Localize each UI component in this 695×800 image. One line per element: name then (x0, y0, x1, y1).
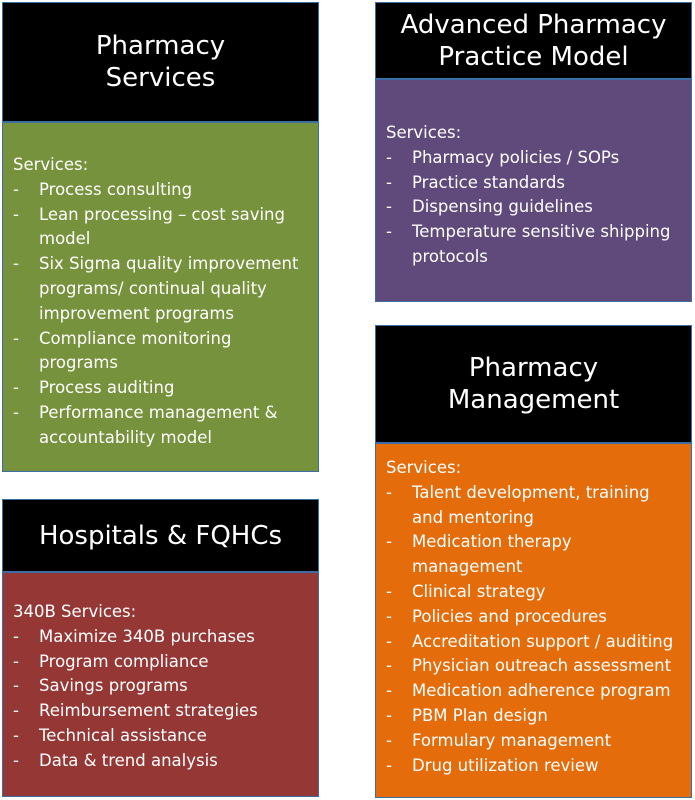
list-item-text: Process consulting (39, 179, 193, 199)
pharmacy-management-card (375, 325, 692, 798)
services-heading: 340B Services: (13, 602, 137, 621)
list-item (13, 650, 310, 675)
card-header (375, 325, 692, 443)
dash-bullet: - (386, 172, 392, 192)
dash-bullet: - (386, 482, 392, 502)
list-item (13, 376, 310, 401)
list-item (386, 605, 683, 630)
list-item-text: Physician outreach assessment (412, 656, 672, 676)
dash-bullet: - (386, 730, 392, 750)
card-body (375, 443, 692, 798)
list-item (386, 146, 683, 171)
dash-bullet: - (386, 147, 392, 167)
list-item (13, 203, 310, 253)
card-header (375, 2, 692, 79)
list-item-text: Temperature sensitive shipping protocols (412, 222, 671, 266)
list-item (13, 749, 310, 774)
list-item-text: Program compliance (39, 651, 209, 671)
list-item (13, 327, 310, 377)
advanced-practice-card (375, 2, 692, 302)
list-item-text: Data & trend analysis (39, 750, 218, 770)
dash-bullet: - (13, 626, 19, 646)
dash-bullet: - (386, 532, 392, 552)
dash-bullet: - (386, 755, 392, 775)
list-item (13, 674, 310, 699)
card-title: Pharmacy Management (447, 353, 620, 415)
dash-bullet: - (386, 656, 392, 676)
dash-bullet: - (386, 197, 392, 217)
list-item (386, 754, 683, 779)
dash-bullet: - (13, 676, 19, 696)
list-item (13, 401, 310, 451)
dash-bullet: - (13, 204, 19, 224)
list-item-text: Formulary management (412, 730, 612, 750)
list-item (13, 699, 310, 724)
list-item (386, 195, 683, 220)
list-item (386, 729, 683, 754)
list-item-text: Maximize 340B purchases (39, 626, 255, 646)
dash-bullet: - (13, 328, 19, 348)
list-item-text: Compliance monitoring programs (39, 328, 232, 373)
list-item (386, 530, 683, 580)
dash-bullet: - (13, 725, 19, 745)
card-header (2, 2, 319, 122)
dash-bullet: - (386, 581, 392, 601)
list-item-text: Reimbursement strategies (39, 701, 258, 721)
list-item (13, 252, 310, 326)
services-heading: Services: (386, 123, 462, 142)
pharmacy-services-card (2, 2, 319, 472)
list-item-text: Drug utilization review (412, 755, 599, 775)
dash-bullet: - (13, 651, 19, 671)
list-item-text: Dispensing guidelines (412, 197, 593, 217)
list-item (386, 481, 683, 531)
dash-bullet: - (386, 705, 392, 725)
list-item (13, 178, 310, 203)
list-item (386, 171, 683, 196)
card-body (2, 572, 319, 797)
card-header (2, 499, 319, 572)
card-title: Advanced Pharmacy Practice Model (400, 9, 667, 72)
card-title: Hospitals & FQHCs (38, 520, 283, 551)
list-item-text: Practice standards (412, 172, 565, 192)
list-item-text: PBM Plan design (412, 705, 548, 725)
dash-bullet: - (386, 681, 392, 701)
hospitals-fqhcs-card (2, 499, 319, 797)
list-item-text: Pharmacy policies / SOPs (412, 147, 620, 167)
list-item-text: Accreditation support / auditing (412, 631, 674, 651)
list-item (386, 654, 683, 679)
list-item-text: Savings programs (39, 676, 188, 696)
dash-bullet: - (386, 222, 392, 242)
list-item (386, 704, 683, 729)
list-item-text: Medication adherence program (412, 681, 671, 701)
list-item-text: Medication therapy management (412, 532, 572, 577)
list-item-text: Performance management & accountability model (39, 402, 278, 447)
dash-bullet: - (13, 378, 19, 398)
list-item (386, 679, 683, 704)
list-item (386, 220, 683, 270)
card-body (2, 122, 319, 472)
services-heading: Services: (13, 155, 89, 174)
list-item (13, 625, 310, 650)
list-item-text: Policies and procedures (412, 606, 607, 626)
dash-bullet: - (13, 402, 19, 422)
list-item-text: Technical assistance (39, 725, 207, 745)
list-item (386, 630, 683, 655)
list-item-text: Lean processing – cost saving model (39, 204, 285, 249)
list-item-text: Process auditing (39, 378, 175, 398)
list-item-text: Talent development, training and mentoring (412, 482, 650, 527)
list-item (386, 580, 683, 605)
dash-bullet: - (386, 631, 392, 651)
card-title: Pharmacy Services (95, 31, 226, 93)
dash-bullet: - (13, 701, 19, 721)
list-item (13, 724, 310, 749)
services-heading: Services: (386, 458, 462, 477)
list-item-text: Six Sigma quality improvement programs/ continual quality improvement programs (39, 254, 299, 323)
dash-bullet: - (386, 606, 392, 626)
dash-bullet: - (13, 254, 19, 274)
list-item-text: Clinical strategy (412, 581, 546, 601)
dash-bullet: - (13, 750, 19, 770)
card-body (375, 79, 692, 302)
dash-bullet: - (13, 179, 19, 199)
